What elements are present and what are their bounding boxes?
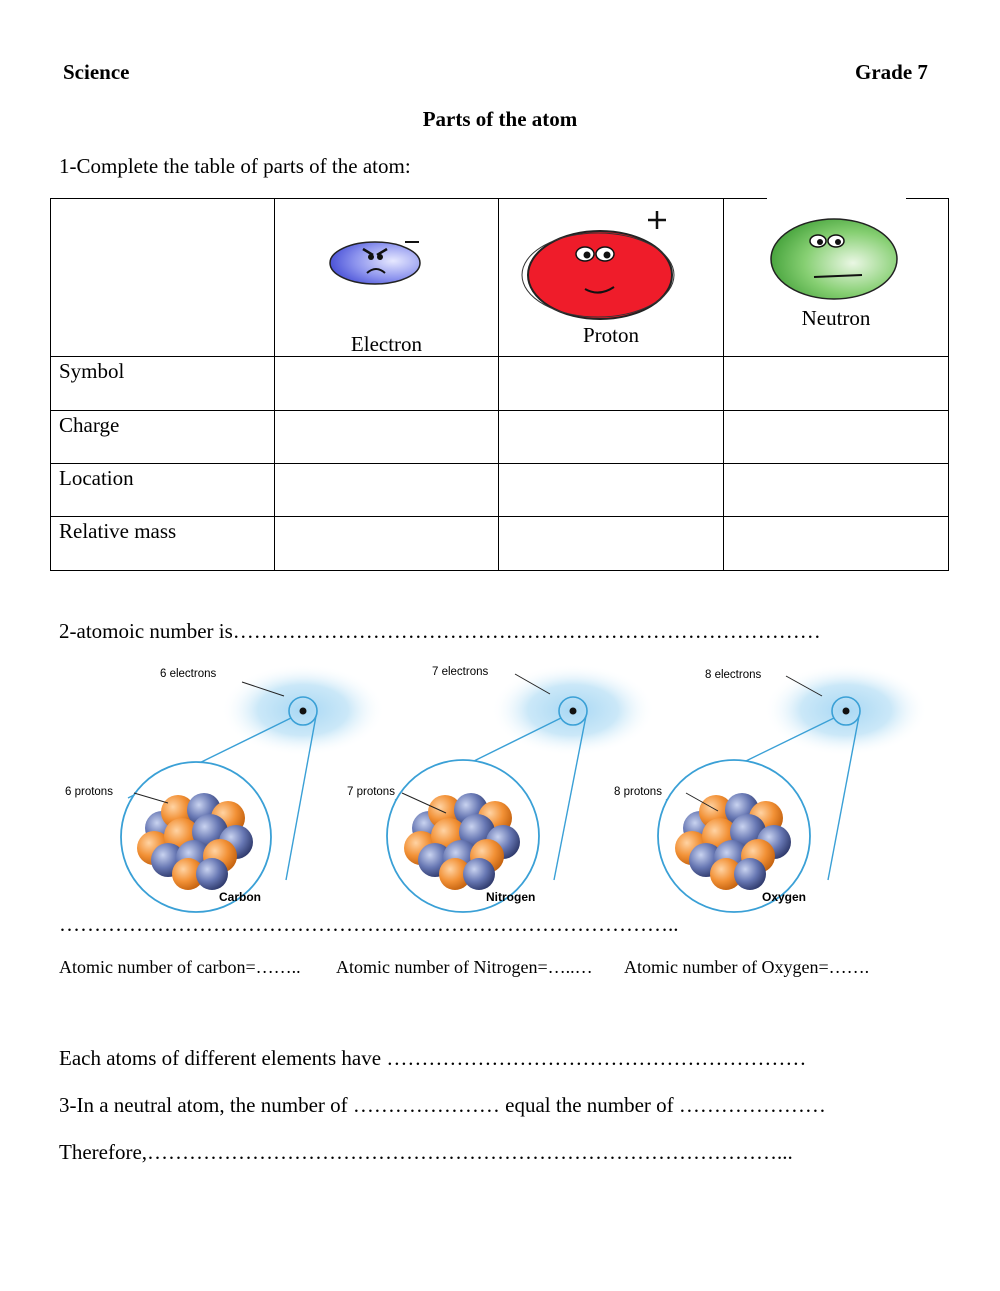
neutron-label: Neutron bbox=[801, 306, 871, 330]
atomic-number-oxygen[interactable]: Atomic number of Oxygen=……. bbox=[624, 957, 870, 977]
atomic-number-nitrogen[interactable]: Atomic number of Nitrogen=…..… bbox=[336, 957, 593, 977]
table-row-symbol bbox=[51, 357, 949, 410]
oxygen-diagram bbox=[658, 664, 928, 912]
oxygen-name-label: Oxygen bbox=[762, 890, 807, 904]
oxygen-protons-label: 8 protons bbox=[614, 786, 662, 798]
electron-mass-cell[interactable] bbox=[275, 516, 499, 570]
nitrogen-name-label: Nitrogen bbox=[486, 890, 536, 904]
neutron-cartoon-icon bbox=[766, 215, 906, 301]
carbon-name-label: Carbon bbox=[219, 890, 261, 904]
neutron-mass-cell[interactable] bbox=[724, 516, 949, 570]
row-label-location: Location bbox=[51, 463, 275, 516]
table-row-location bbox=[51, 463, 949, 516]
subject-label: Science bbox=[63, 60, 130, 84]
electron-charge-cell[interactable] bbox=[275, 410, 499, 463]
electron-location-cell[interactable] bbox=[275, 463, 499, 516]
proton-location-cell[interactable] bbox=[499, 463, 724, 516]
proton-symbol-cell[interactable] bbox=[499, 357, 724, 410]
neutron-cell-top-border-right bbox=[906, 198, 949, 199]
each-atoms-statement[interactable]: Each atoms of different elements have …………………………………………………… bbox=[59, 1046, 807, 1070]
empty-corner-cell bbox=[51, 199, 275, 357]
nitrogen-electrons-label: 7 electrons bbox=[432, 666, 489, 678]
page-title: Parts of the atom bbox=[422, 107, 578, 131]
electron-label: Electron bbox=[350, 332, 423, 356]
grade-label: Grade 7 bbox=[855, 60, 928, 84]
dotted-answer-line[interactable]: …………………………………………………………………………….. bbox=[59, 912, 679, 936]
table-row-relative-mass bbox=[51, 516, 949, 570]
nitrogen-protons-label: 7 protons bbox=[347, 786, 395, 798]
question-3-prompt[interactable]: 3-In a neutral atom, the number of ………………… equal the number of ………………… bbox=[59, 1093, 826, 1117]
electron-cartoon-icon bbox=[327, 229, 431, 291]
table-header-row bbox=[51, 199, 949, 357]
neutron-cell-top-border-left bbox=[723, 198, 767, 199]
atomic-number-carbon[interactable]: Atomic number of carbon=…….. bbox=[59, 957, 301, 977]
carbon-diagram bbox=[121, 664, 385, 912]
electron-header-cell bbox=[275, 199, 499, 357]
atom-diagrams bbox=[50, 650, 950, 915]
table-row-charge bbox=[51, 410, 949, 463]
neutron-symbol-cell[interactable] bbox=[724, 357, 949, 410]
atom-parts-table bbox=[50, 198, 949, 571]
neutron-location-cell[interactable] bbox=[724, 463, 949, 516]
row-label-charge: Charge bbox=[51, 410, 275, 463]
carbon-protons-label: 6 protons bbox=[65, 786, 113, 798]
row-label-symbol: Symbol bbox=[51, 357, 275, 410]
neutron-header-cell bbox=[724, 199, 949, 357]
proton-charge-cell[interactable] bbox=[499, 410, 724, 463]
neutron-charge-cell[interactable] bbox=[724, 410, 949, 463]
carbon-electrons-label: 6 electrons bbox=[160, 668, 217, 680]
proton-label: Proton bbox=[582, 323, 639, 347]
proton-header-cell bbox=[499, 199, 724, 357]
electron-symbol-cell[interactable] bbox=[275, 357, 499, 410]
proton-cartoon-icon bbox=[513, 209, 683, 321]
question-1-prompt: 1-Complete the table of parts of the atom: bbox=[59, 154, 411, 178]
question-2-prompt[interactable]: 2-atomoic number is………………………………………………………………………… bbox=[59, 619, 821, 643]
proton-mass-cell[interactable] bbox=[499, 516, 724, 570]
therefore-line[interactable]: Therefore,………………………………………………………………………………... bbox=[59, 1140, 793, 1164]
oxygen-electrons-label: 8 electrons bbox=[705, 669, 762, 681]
row-label-relative-mass: Relative mass bbox=[51, 516, 275, 570]
